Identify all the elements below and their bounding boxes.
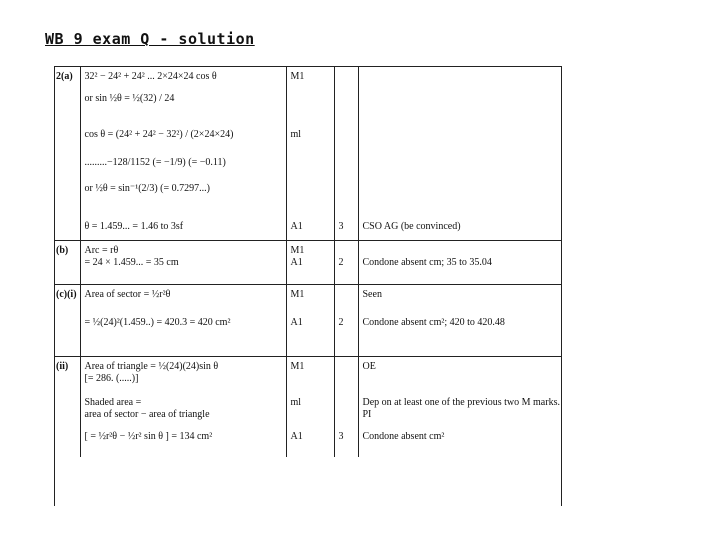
comment: Condone absent cm² [358, 427, 562, 457]
question-number: 2(a) [54, 67, 80, 89]
question-number [54, 313, 80, 357]
mark [286, 393, 334, 427]
comment: OE [358, 357, 562, 393]
working [80, 285, 286, 313]
mark-code: M1 [290, 289, 305, 300]
question-number: (b) [54, 241, 80, 285]
table-row [54, 153, 562, 179]
mark-code: M1 [290, 245, 305, 256]
total [334, 125, 358, 153]
mark [286, 357, 334, 393]
table-row [54, 179, 562, 217]
working-line: Arc = rθ [84, 245, 119, 256]
table-row [54, 313, 562, 357]
question-number: (c)(i) [54, 285, 80, 313]
total: 2 [334, 241, 358, 285]
mark [286, 153, 334, 179]
comment: Seen [358, 285, 562, 313]
mark [286, 125, 334, 153]
table-row [54, 241, 562, 285]
working-line: area of sector − area of triangle [84, 408, 210, 420]
comment [358, 179, 562, 217]
comment: Condone absent cm; 35 to 35.04 [358, 241, 562, 285]
total [334, 357, 358, 393]
working-line: or sin ½θ = ½(32) / 24 [84, 92, 175, 104]
total [334, 67, 358, 89]
total [334, 153, 358, 179]
mark-scheme-table [54, 66, 562, 457]
comment [358, 153, 562, 179]
working [80, 217, 286, 241]
working-line: = ½(24)²(1.459..) = 420.3 = 420 cm² [84, 316, 231, 328]
working-line: [= 286. (.....)] [84, 373, 139, 384]
mark-code: ml [290, 128, 302, 140]
comment [358, 89, 562, 125]
table-row [54, 393, 562, 427]
working-line: Area of triangle = ½(24)(24)sin θ [84, 361, 219, 372]
question-number: (ii) [54, 357, 80, 393]
question-number [54, 125, 80, 153]
total: 3 [334, 427, 358, 457]
working-line: cos θ = (24² + 24² − 32²) / (2×24×24) [84, 128, 234, 140]
mark-code: A1 [290, 316, 303, 328]
comment [358, 67, 562, 89]
working [80, 427, 286, 457]
question-number [54, 427, 80, 457]
mark [286, 179, 334, 217]
table-row [54, 125, 562, 153]
working-line: = 24 × 1.459... = 35 cm [84, 257, 179, 268]
working [80, 393, 286, 427]
working [80, 125, 286, 153]
total [334, 179, 358, 217]
comment: Dep on at least one of the previous two M marks. PI [358, 393, 562, 427]
total [334, 89, 358, 125]
mark-code: ml [290, 396, 302, 408]
working-line: 32² − 24² + 24² ... 2×24×24 cos θ [84, 71, 217, 82]
mark [286, 427, 334, 457]
total [334, 393, 358, 427]
working [80, 357, 286, 393]
working [80, 241, 286, 285]
mark-code: A1 [290, 430, 303, 442]
total [334, 285, 358, 313]
table-row [54, 427, 562, 457]
working [80, 89, 286, 125]
mark [286, 89, 334, 125]
question-number [54, 153, 80, 179]
mark-code: A1 [290, 257, 303, 268]
working [80, 313, 286, 357]
comment: Condone absent cm²; 420 to 420.48 [358, 313, 562, 357]
working-line: Area of sector = ½r²θ [84, 289, 171, 300]
question-number [54, 179, 80, 217]
mark [286, 241, 334, 285]
working [80, 67, 286, 89]
working-line: Shaded area = [84, 396, 142, 408]
table-row [54, 357, 562, 393]
mark-code: M1 [290, 71, 305, 82]
page-title: WB 9 exam Q - solution [45, 30, 255, 48]
working-line: [ = ½r²θ − ½r² sin θ ] = 134 cm² [84, 430, 213, 442]
mark-code: M1 [290, 361, 305, 372]
mark [286, 67, 334, 89]
mark [286, 285, 334, 313]
mark [286, 217, 334, 241]
working-line: θ = 1.459... = 1.46 to 3sf [84, 220, 184, 232]
working-line: or ½θ = sin⁻¹(2/3) (= 0.7297...) [84, 182, 210, 194]
table-row [54, 285, 562, 313]
question-number [54, 89, 80, 125]
question-number [54, 393, 80, 427]
comment: CSO AG (be convinced) [358, 217, 562, 241]
working-line: .........−128/1152 (= −1/9) (= −0.11) [84, 156, 226, 168]
comment [358, 125, 562, 153]
table-row [54, 89, 562, 125]
working [80, 179, 286, 217]
total: 2 [334, 313, 358, 357]
total: 3 [334, 217, 358, 241]
mark-code: A1 [290, 220, 303, 232]
table-row [54, 67, 562, 89]
working [80, 153, 286, 179]
table-row [54, 217, 562, 241]
mark [286, 313, 334, 357]
question-number [54, 217, 80, 241]
